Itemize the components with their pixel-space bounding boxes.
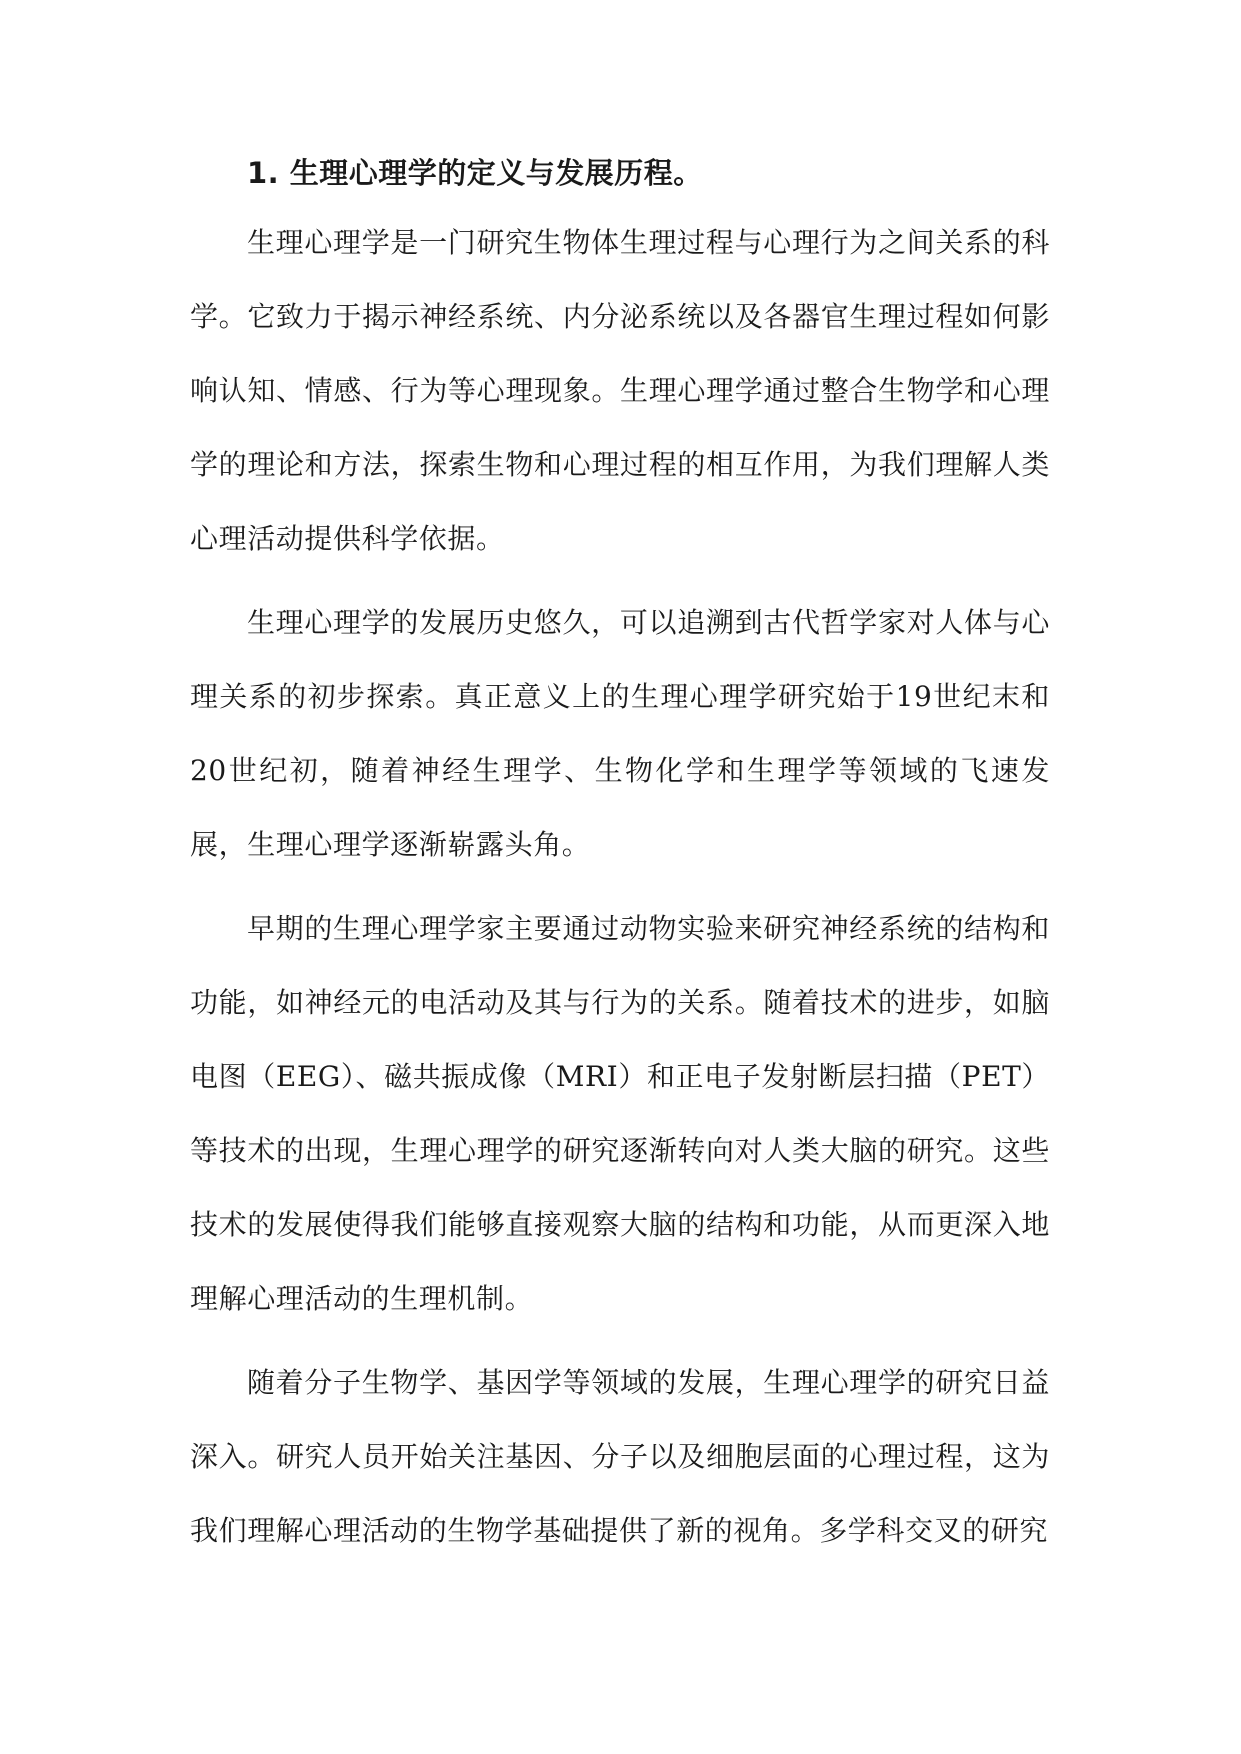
paragraph-molecular-research: 随着分子生物学、基因学等领域的发展，生理心理学的研究日益深入。研究人员开始关注基因、分子以及细胞层面的心理过程，这为我们理解心理活动的生物学基础提供了新的视角。多学科交叉的研究 — [190, 1366, 1050, 1547]
paragraph-history: 生理心理学的发展历史悠久，可以追溯到古代哲学家对人体与心理关系的初步探索。真正意义上的生理心理学研究始于19世纪末和20世纪初，随着神经生理学、生物化学和生理学等领域的飞速发展，生理心理学逐渐崭露头角。 — [190, 606, 1050, 861]
document-body — [190, 146, 1050, 1568]
paragraph-definition: 生理心理学是一门研究生物体生理过程与心理行为之间关系的科学。它致力于揭示神经系统、内分泌系统以及各器官生理过程如何影响认知、情感、行为等心理现象。生理心理学通过整合生物学和心理学的理论和方法，探索生物和心理过程的相互作用，为我们理解人类心理活动提供科学依据。 — [190, 226, 1050, 555]
paragraph-early-research: 早期的生理心理学家主要通过动物实验来研究神经系统的结构和功能，如神经元的电活动及其与行为的关系。随着技术的进步，如脑电图（EEG）、磁共振成像（MRI）和正电子发射断层扫描（PET）等技术的出现，生理心理学的研究逐渐转向对人类大脑的研究。这些技术的发展使得我们能够直接观察大脑的结构和功能，从而更深入地理解心理活动的生理机制。 — [190, 912, 1050, 1315]
section-heading: 1. 生理心理学的定义与发展历程。 — [247, 156, 703, 190]
